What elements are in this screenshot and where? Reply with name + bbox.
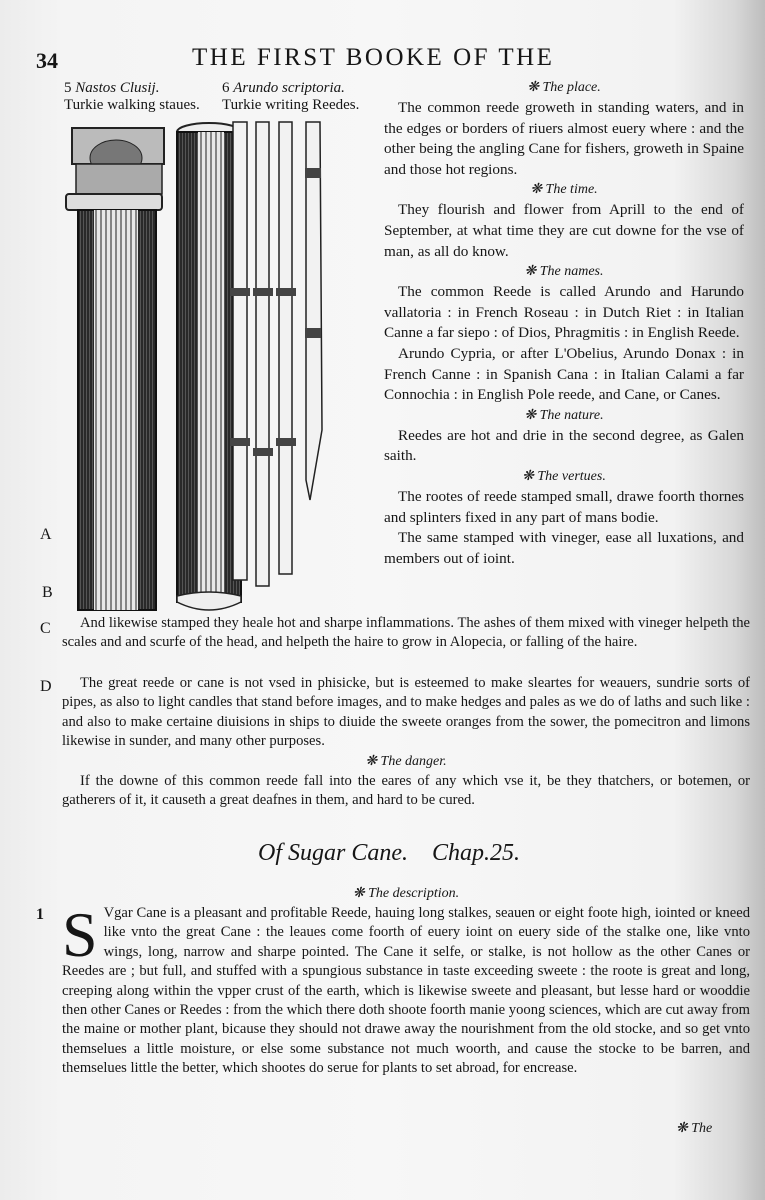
reed-woodcut-illustration <box>60 118 350 613</box>
figure-caption-5 <box>64 80 200 114</box>
drop-cap: S <box>62 899 98 970</box>
paragraph-d <box>62 674 750 752</box>
section-heading-vertues: ❋ The vertues. <box>522 468 606 484</box>
running-head: THE FIRST BOOKE OF THE <box>192 44 555 71</box>
chapter-number: Chap.25. <box>432 840 521 866</box>
chapter-title-text: Of Sugar Cane. <box>258 840 408 866</box>
margin-letter-a: A <box>40 526 52 543</box>
chapter-title <box>258 840 520 867</box>
paragraph-names-2: Arundo Cypria, or after L'Obelius, Arundo Donax : in French Canne : in Spanish Cana : in Italian Calami a far Connochia : in English Pole reede, and Cane, or Canes. <box>384 344 744 404</box>
caption-number: 6 <box>222 80 230 96</box>
caption-number: 5 <box>64 80 72 96</box>
caption-latin: Nastos Clusij. <box>75 80 160 96</box>
caption-latin: Arundo scriptoria. <box>233 80 345 96</box>
catchword: ❋ The <box>676 1121 713 1136</box>
section-heading-nature: ❋ The nature. <box>524 407 604 423</box>
section-heading-description: ❋ The description. <box>352 886 460 901</box>
paragraph-c-text: And likewise stamped they heale hot and sharpe inflammations. The ashes of them mixed with vineger helpeth the scales and and scurfe of the head, and helpeth the haire to grow in Alopecia, or falling of the haire. <box>62 615 750 651</box>
description-section <box>62 899 750 1079</box>
figure-caption-6 <box>222 80 359 114</box>
paragraph-vertues-2: The same stamped with vineger, ease all luxations, and members out of ioint. <box>384 529 744 567</box>
paragraph-danger: If the downe of this common reede fall into the eares of any which vse it, be they thatchers, or botemen, or gatherers of it, it causeth a great deafnes in them, and hard to be cured. <box>62 773 750 809</box>
margin-letter-d: D <box>40 678 52 695</box>
caption-english: Turkie writing Reedes. <box>222 97 360 113</box>
section-heading-time: ❋ The time. <box>530 182 598 198</box>
page-number: 34 <box>36 48 58 73</box>
danger-section <box>62 752 750 811</box>
paragraph-names-1: The common Reede is called Arundo and Harundo vallatoria : in French Roseau : in Dutch Riet : in Italian Canne a far siepo : of Dios, Phragmitis : in English Reede. <box>384 283 744 342</box>
section-heading-danger: ❋ The danger. <box>365 754 447 769</box>
margin-letter-c: C <box>40 620 51 637</box>
paragraph-place: The common reede groweth in standing waters, and in the edges or borders of riuers almost euery where : and the other being the angling Cane for fishers, groweth in Spaine and those hot regions. <box>384 99 744 178</box>
caption-english: Turkie walking staues. <box>64 97 200 113</box>
item-number: 1 <box>36 906 44 923</box>
paragraph-time: They flourish and flower from Aprill to the end of September, at what time they are cut downe for the vse of man, as all do know. <box>384 201 744 260</box>
paragraph-nature: Reedes are hot and drie in the second degree, as Galen saith. <box>384 426 744 465</box>
section-heading-names: ❋ The names. <box>524 264 604 280</box>
paragraph-c <box>62 614 750 653</box>
paragraph-description: Vgar Cane is a pleasant and profitable Reede, hauing long stalkes, seauen or eight foote high, iointed or kneed like vnto the great Cane : the leaues come foorth of euery ioint on euery side of the stalke one, like vnto wings, long, narrow and sharpe pointed. The Cane it selfe, or stalke, is not hollow as the other Canes or Reedes are ; but full, and stuffed with a spungious substance in taste exceeding sweete : the roote is great and long, creeping along within the vpper crust of the earth, which is likewise sweete and pleasant, but lesse hard or wooddie then other Canes or Reedes : from the which there doth shoote foorth manie yoong sciences, which are cut away from the maine or mother plant, bicause they should not drawe away the nourishment from the old stocke, and so get vnto themselues a little moisture, or else some substance not much woorth, and cause the stocke to be barren, and themselues little the better, which shootes do serue for plants to set abroad, for encrease. <box>62 905 750 1077</box>
margin-letter-b: B <box>42 584 53 601</box>
description-heading <box>62 884 750 904</box>
section-heading-place: ❋ The place. <box>527 80 601 95</box>
paragraph-vertues-1: The rootes of reede stamped small, drawe foorth thornes and splinters fixed in any part of mans bodie. <box>384 487 744 526</box>
paragraph-d-text: The great reede or cane is not vsed in phisicke, but is esteemed to make sleartes for weauers, sundrie sorts of pipes, as also to light candles that stand before images, and to make hedges and pales as we do of laths and such like : and also to make certaine diuisions in ships to diuide the sweete oranges from the sower, the pomecitron and limons likewise in sunder, and many other purposes. <box>62 675 750 750</box>
right-column-text <box>384 78 744 569</box>
